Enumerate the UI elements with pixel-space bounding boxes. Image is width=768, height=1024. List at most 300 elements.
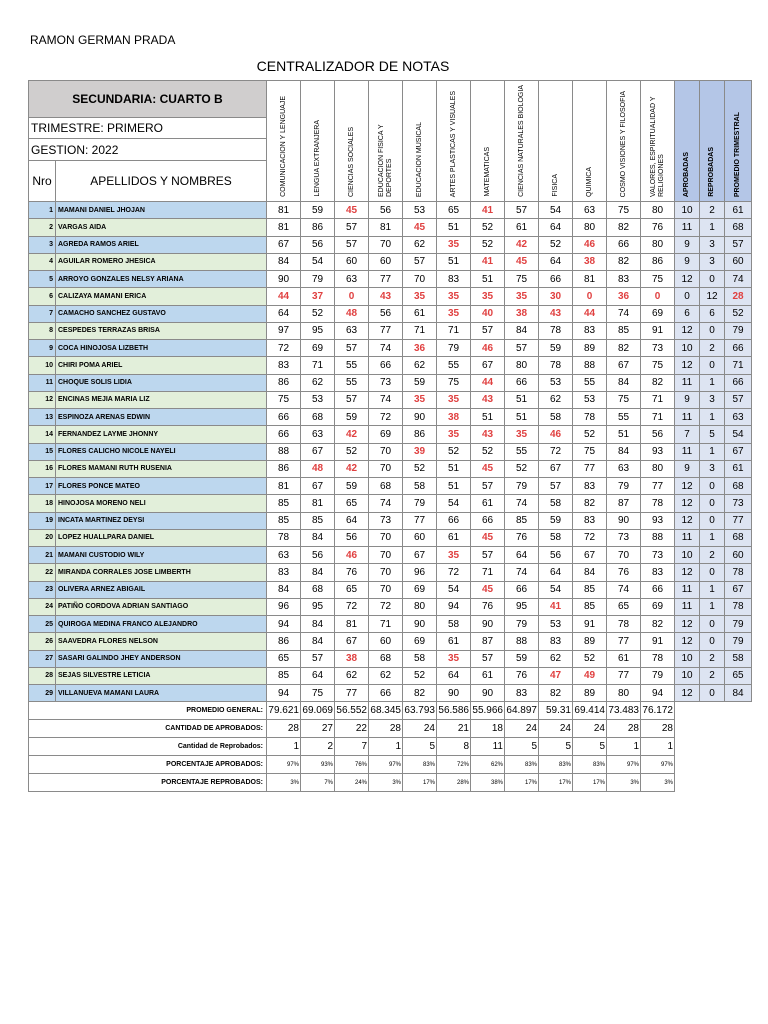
summary-value: 5 <box>403 738 437 756</box>
summary-value: 79.621 <box>267 702 301 720</box>
failed-count: 1 <box>700 409 725 426</box>
subject-header: CIENCIAS SOCIALES <box>335 81 369 202</box>
grade-cell: 67 <box>267 236 301 253</box>
approved-count: 12 <box>675 271 700 288</box>
blank-cell <box>700 738 725 756</box>
grade-cell: 74 <box>369 495 403 512</box>
grade-cell: 82 <box>641 616 675 633</box>
trimester-average: 79 <box>725 616 752 633</box>
summary-value: 97% <box>369 756 403 774</box>
grade-cell: 96 <box>267 598 301 615</box>
failed-count: 0 <box>700 478 725 495</box>
failed-count: 1 <box>700 374 725 391</box>
summary-value: 21 <box>437 720 471 738</box>
subject-header: MATEMATICAS <box>471 81 505 202</box>
student-row <box>29 374 752 391</box>
student-number: 9 <box>29 340 56 357</box>
subject-header: EDUCACION MUSICAL <box>403 81 437 202</box>
summary-value: 17% <box>505 774 539 792</box>
grade-cell: 90 <box>607 512 641 529</box>
name-header: APELLIDOS Y NOMBRES <box>56 161 267 202</box>
summary-row <box>29 774 752 792</box>
grade-cell: 70 <box>403 271 437 288</box>
summary-value: 1 <box>369 738 403 756</box>
grade-cell: 46 <box>471 340 505 357</box>
grade-cell: 62 <box>335 667 369 684</box>
grade-cell: 77 <box>369 271 403 288</box>
grade-cell: 75 <box>641 271 675 288</box>
course-title: SECUNDARIA: CUARTO B <box>29 81 267 118</box>
summary-value: 5 <box>505 738 539 756</box>
approved-count: 12 <box>675 478 700 495</box>
grade-cell: 85 <box>573 581 607 598</box>
summary-value: 24 <box>403 720 437 738</box>
grade-cell: 38 <box>505 305 539 322</box>
student-row <box>29 495 752 512</box>
student-number: 18 <box>29 495 56 512</box>
grade-cell: 58 <box>539 529 573 546</box>
summary-label: PORCENTAJE REPROBADOS: <box>29 774 267 792</box>
student-name: VARGAS AIDA <box>56 219 267 236</box>
grade-cell: 67 <box>471 357 505 374</box>
grade-cell: 70 <box>607 547 641 564</box>
subject-header: CIENCIAS NATURALES BIOLOGIA <box>505 81 539 202</box>
grade-cell: 76 <box>505 529 539 546</box>
grade-cell: 38 <box>573 253 607 270</box>
summary-row <box>29 756 752 774</box>
grade-cell: 71 <box>301 357 335 374</box>
grade-cell: 77 <box>403 512 437 529</box>
grade-cell: 45 <box>505 253 539 270</box>
grade-cell: 86 <box>267 633 301 650</box>
grade-cell: 67 <box>403 547 437 564</box>
summary-value: 56.552 <box>335 702 369 720</box>
student-number: 25 <box>29 616 56 633</box>
failed-count: 3 <box>700 460 725 477</box>
grade-cell: 74 <box>369 340 403 357</box>
student-name: ESPINOZA ARENAS EDWIN <box>56 409 267 426</box>
summary-value: 1 <box>641 738 675 756</box>
approved-count: 10 <box>675 667 700 684</box>
grade-cell: 68 <box>369 478 403 495</box>
trimester-average: 61 <box>725 202 752 219</box>
grade-cell: 52 <box>437 443 471 460</box>
grade-cell: 63 <box>267 547 301 564</box>
summary-value: 28 <box>641 720 675 738</box>
grade-cell: 52 <box>471 443 505 460</box>
grade-cell: 61 <box>607 650 641 667</box>
grade-cell: 43 <box>539 305 573 322</box>
grade-cell: 85 <box>505 512 539 529</box>
grade-cell: 0 <box>641 288 675 305</box>
summary-value: 97% <box>607 756 641 774</box>
grade-cell: 54 <box>539 202 573 219</box>
grade-cell: 59 <box>539 512 573 529</box>
trimester-average: 74 <box>725 271 752 288</box>
student-name: CALIZAYA MAMANI ERICA <box>56 288 267 305</box>
grade-cell: 83 <box>267 564 301 581</box>
grade-cell: 64 <box>437 667 471 684</box>
student-number: 22 <box>29 564 56 581</box>
grade-cell: 83 <box>573 322 607 339</box>
approved-count: 12 <box>675 633 700 650</box>
student-number: 28 <box>29 667 56 684</box>
student-name: ENCINAS MEJIA MARIA LIZ <box>56 391 267 408</box>
grade-cell: 57 <box>403 253 437 270</box>
failed-count: 0 <box>700 357 725 374</box>
grade-cell: 56 <box>641 426 675 443</box>
grade-cell: 41 <box>471 202 505 219</box>
grade-cell: 56 <box>539 547 573 564</box>
grade-cell: 64 <box>335 512 369 529</box>
nro-header: Nro <box>29 161 56 202</box>
grade-cell: 83 <box>573 478 607 495</box>
approved-count: 12 <box>675 512 700 529</box>
grade-cell: 55 <box>573 374 607 391</box>
subject-header: LENGUA EXTRANJERA <box>301 81 335 202</box>
grade-cell: 69 <box>301 340 335 357</box>
grade-cell: 83 <box>641 564 675 581</box>
grade-cell: 79 <box>641 667 675 684</box>
grade-cell: 35 <box>403 391 437 408</box>
grade-cell: 85 <box>267 512 301 529</box>
grade-cell: 81 <box>267 219 301 236</box>
grade-cell: 64 <box>505 547 539 564</box>
grade-cell: 57 <box>471 650 505 667</box>
grade-cell: 74 <box>369 391 403 408</box>
grade-cell: 75 <box>607 202 641 219</box>
grade-cell: 87 <box>607 495 641 512</box>
grade-cell: 70 <box>369 581 403 598</box>
grade-cell: 72 <box>437 564 471 581</box>
grade-cell: 75 <box>437 374 471 391</box>
summary-value: 38% <box>471 774 505 792</box>
trimester-average: 54 <box>725 426 752 443</box>
student-row <box>29 443 752 460</box>
summary-value: 83% <box>573 756 607 774</box>
grade-cell: 69 <box>403 633 437 650</box>
grade-cell: 86 <box>267 460 301 477</box>
student-row <box>29 667 752 684</box>
student-number: 20 <box>29 529 56 546</box>
grade-cell: 78 <box>539 357 573 374</box>
student-number: 16 <box>29 460 56 477</box>
grade-cell: 35 <box>437 426 471 443</box>
summary-value: 18 <box>471 720 505 738</box>
approved-count: 12 <box>675 322 700 339</box>
grade-cell: 84 <box>607 443 641 460</box>
student-row <box>29 616 752 633</box>
grade-cell: 44 <box>471 374 505 391</box>
blank-cell <box>700 756 725 774</box>
gestion-label: GESTION: 2022 <box>29 139 267 161</box>
student-row <box>29 202 752 219</box>
summary-value: 28 <box>369 720 403 738</box>
student-row <box>29 633 752 650</box>
student-name: COCA HINOJOSA LIZBETH <box>56 340 267 357</box>
grade-cell: 55 <box>607 409 641 426</box>
grade-cell: 35 <box>437 650 471 667</box>
subject-header: COSMO VISIONES Y FILOSOFIA <box>607 81 641 202</box>
grade-cell: 62 <box>539 391 573 408</box>
summary-value: 56.586 <box>437 702 471 720</box>
grade-cell: 54 <box>301 253 335 270</box>
grade-cell: 41 <box>539 598 573 615</box>
grade-cell: 71 <box>641 409 675 426</box>
grade-cell: 89 <box>573 340 607 357</box>
grade-cell: 88 <box>267 443 301 460</box>
summary-label: CANTIDAD DE APROBADOS: <box>29 720 267 738</box>
grade-cell: 63 <box>335 271 369 288</box>
student-name: QUIROGA MEDINA FRANCO ALEJANDRO <box>56 616 267 633</box>
trimester-average: 61 <box>725 460 752 477</box>
blank-cell <box>725 738 752 756</box>
approved-count: 11 <box>675 529 700 546</box>
grade-cell: 35 <box>403 288 437 305</box>
grade-cell: 57 <box>301 650 335 667</box>
grade-cell: 66 <box>505 374 539 391</box>
grade-cell: 84 <box>267 253 301 270</box>
grade-cell: 61 <box>437 529 471 546</box>
grade-cell: 85 <box>267 495 301 512</box>
summary-value: 76.172 <box>641 702 675 720</box>
grade-cell: 30 <box>539 288 573 305</box>
subject-header: VALORES, ESPIRITUALIDAD Y RELIGIONES <box>641 81 675 202</box>
approved-count: 11 <box>675 374 700 391</box>
student-name: CAMACHO SANCHEZ GUSTAVO <box>56 305 267 322</box>
grade-cell: 53 <box>301 391 335 408</box>
grade-cell: 79 <box>505 478 539 495</box>
summary-value: 2 <box>301 738 335 756</box>
grade-cell: 77 <box>641 478 675 495</box>
trimester-average: 77 <box>725 512 752 529</box>
grade-cell: 84 <box>505 322 539 339</box>
grade-cell: 83 <box>607 271 641 288</box>
student-row <box>29 650 752 667</box>
approved-count: 12 <box>675 495 700 512</box>
summary-value: 22 <box>335 720 369 738</box>
grade-cell: 46 <box>539 426 573 443</box>
summary-value: 17% <box>573 774 607 792</box>
grade-cell: 79 <box>301 271 335 288</box>
grade-cell: 81 <box>369 219 403 236</box>
trimester-average: 58 <box>725 650 752 667</box>
summary-row <box>29 702 752 720</box>
grade-cell: 64 <box>539 564 573 581</box>
summary-value: 5 <box>573 738 607 756</box>
subject-header: ARTES PLASTICAS Y VISUALES <box>437 81 471 202</box>
grade-cell: 67 <box>607 357 641 374</box>
approved-count: 12 <box>675 616 700 633</box>
grade-cell: 66 <box>267 409 301 426</box>
student-number: 2 <box>29 219 56 236</box>
grade-cell: 81 <box>267 202 301 219</box>
student-number: 21 <box>29 547 56 564</box>
student-number: 7 <box>29 305 56 322</box>
grade-cell: 35 <box>437 305 471 322</box>
student-name: FERNANDEZ LAYME JHONNY <box>56 426 267 443</box>
grade-cell: 70 <box>369 236 403 253</box>
summary-value: 83% <box>403 756 437 774</box>
grade-cell: 51 <box>437 219 471 236</box>
grades-table <box>28 80 752 792</box>
grade-cell: 86 <box>267 374 301 391</box>
student-name: VILLANUEVA MAMANI LAURA <box>56 685 267 702</box>
summary-value: 27 <box>301 720 335 738</box>
grade-cell: 43 <box>471 391 505 408</box>
grade-cell: 58 <box>539 495 573 512</box>
summary-value: 8 <box>437 738 471 756</box>
grade-cell: 84 <box>301 633 335 650</box>
grade-cell: 79 <box>437 340 471 357</box>
grade-cell: 66 <box>505 581 539 598</box>
summary-value: 28 <box>267 720 301 738</box>
student-number: 14 <box>29 426 56 443</box>
grade-cell: 84 <box>301 564 335 581</box>
grade-cell: 71 <box>437 322 471 339</box>
student-row <box>29 236 752 253</box>
grade-cell: 36 <box>403 340 437 357</box>
grade-cell: 46 <box>335 547 369 564</box>
summary-value: 3% <box>369 774 403 792</box>
grade-cell: 79 <box>505 616 539 633</box>
grade-cell: 62 <box>369 667 403 684</box>
grade-cell: 40 <box>471 305 505 322</box>
grade-cell: 45 <box>403 219 437 236</box>
grade-cell: 95 <box>301 322 335 339</box>
grade-cell: 82 <box>573 495 607 512</box>
grade-cell: 82 <box>641 374 675 391</box>
grade-cell: 53 <box>573 391 607 408</box>
student-row <box>29 357 752 374</box>
grade-cell: 72 <box>267 340 301 357</box>
student-row <box>29 305 752 322</box>
grade-cell: 41 <box>471 253 505 270</box>
grade-cell: 84 <box>301 616 335 633</box>
grade-cell: 82 <box>607 253 641 270</box>
grade-cell: 62 <box>403 357 437 374</box>
grade-cell: 42 <box>505 236 539 253</box>
trimester-average: 60 <box>725 547 752 564</box>
approved-count: 10 <box>675 202 700 219</box>
grade-cell: 59 <box>301 202 335 219</box>
trimester-average: 79 <box>725 633 752 650</box>
grade-cell: 35 <box>505 426 539 443</box>
grade-cell: 66 <box>607 236 641 253</box>
grade-cell: 52 <box>505 460 539 477</box>
grade-cell: 78 <box>641 495 675 512</box>
grade-cell: 66 <box>267 426 301 443</box>
summary-label: PORCENTAJE APROBADOS: <box>29 756 267 774</box>
grade-cell: 57 <box>335 340 369 357</box>
trimester-average: 67 <box>725 581 752 598</box>
student-name: CESPEDES TERRAZAS BRISA <box>56 322 267 339</box>
grade-cell: 62 <box>403 236 437 253</box>
average-header: PROMEDIO TRIMESTRAL <box>725 81 752 202</box>
failed-header: REPROBADAS <box>700 81 725 202</box>
grade-cell: 69 <box>641 305 675 322</box>
summary-value: 55.966 <box>471 702 505 720</box>
grade-cell: 74 <box>505 495 539 512</box>
grade-cell: 68 <box>369 650 403 667</box>
grade-cell: 71 <box>403 322 437 339</box>
grade-cell: 0 <box>573 288 607 305</box>
student-name: SASARI GALINDO JHEY ANDERSON <box>56 650 267 667</box>
grade-cell: 66 <box>437 512 471 529</box>
grade-cell: 46 <box>573 236 607 253</box>
grade-cell: 56 <box>369 305 403 322</box>
grade-cell: 95 <box>505 598 539 615</box>
grade-cell: 44 <box>573 305 607 322</box>
grade-cell: 59 <box>403 374 437 391</box>
grade-cell: 63 <box>573 202 607 219</box>
approved-count: 11 <box>675 581 700 598</box>
grade-cell: 61 <box>505 219 539 236</box>
grade-cell: 73 <box>641 340 675 357</box>
student-name: FLORES PONCE MATEO <box>56 478 267 495</box>
grade-cell: 66 <box>641 581 675 598</box>
failed-count: 3 <box>700 253 725 270</box>
grade-cell: 49 <box>573 667 607 684</box>
grade-cell: 73 <box>607 529 641 546</box>
grade-cell: 78 <box>573 409 607 426</box>
trimester-average: 65 <box>725 667 752 684</box>
grade-cell: 66 <box>471 512 505 529</box>
subject-header: COMUNICACION Y LENGUAJE <box>267 81 301 202</box>
student-name: SAAVEDRA FLORES NELSON <box>56 633 267 650</box>
grade-cell: 94 <box>437 598 471 615</box>
grade-cell: 69 <box>641 598 675 615</box>
grade-cell: 90 <box>403 409 437 426</box>
grade-cell: 91 <box>573 616 607 633</box>
failed-count: 5 <box>700 426 725 443</box>
student-number: 11 <box>29 374 56 391</box>
student-row <box>29 409 752 426</box>
grade-cell: 81 <box>301 495 335 512</box>
summary-value: 7 <box>335 738 369 756</box>
trimester-average: 67 <box>725 443 752 460</box>
grade-cell: 55 <box>505 443 539 460</box>
summary-value: 28 <box>607 720 641 738</box>
grade-cell: 58 <box>403 650 437 667</box>
grade-cell: 53 <box>539 616 573 633</box>
grade-cell: 65 <box>335 581 369 598</box>
blank-cell <box>700 702 725 720</box>
grade-cell: 60 <box>369 253 403 270</box>
grade-cell: 35 <box>437 288 471 305</box>
grade-cell: 51 <box>437 253 471 270</box>
grade-cell: 78 <box>539 322 573 339</box>
grade-cell: 77 <box>607 667 641 684</box>
grade-cell: 75 <box>267 391 301 408</box>
student-name: MAMANI CUSTODIO WILY <box>56 547 267 564</box>
grade-cell: 78 <box>607 616 641 633</box>
grade-cell: 57 <box>335 391 369 408</box>
grade-cell: 73 <box>369 512 403 529</box>
grade-cell: 90 <box>471 685 505 702</box>
failed-count: 3 <box>700 391 725 408</box>
student-name: PATIÑO CORDOVA ADRIAN SANTIAGO <box>56 598 267 615</box>
student-row <box>29 460 752 477</box>
summary-value: 7% <box>301 774 335 792</box>
student-number: 8 <box>29 322 56 339</box>
grade-cell: 51 <box>471 409 505 426</box>
student-name: INCATA MARTINEZ DEYSI <box>56 512 267 529</box>
summary-value: 24% <box>335 774 369 792</box>
grade-cell: 76 <box>335 564 369 581</box>
grade-cell: 52 <box>301 305 335 322</box>
grade-cell: 85 <box>607 322 641 339</box>
